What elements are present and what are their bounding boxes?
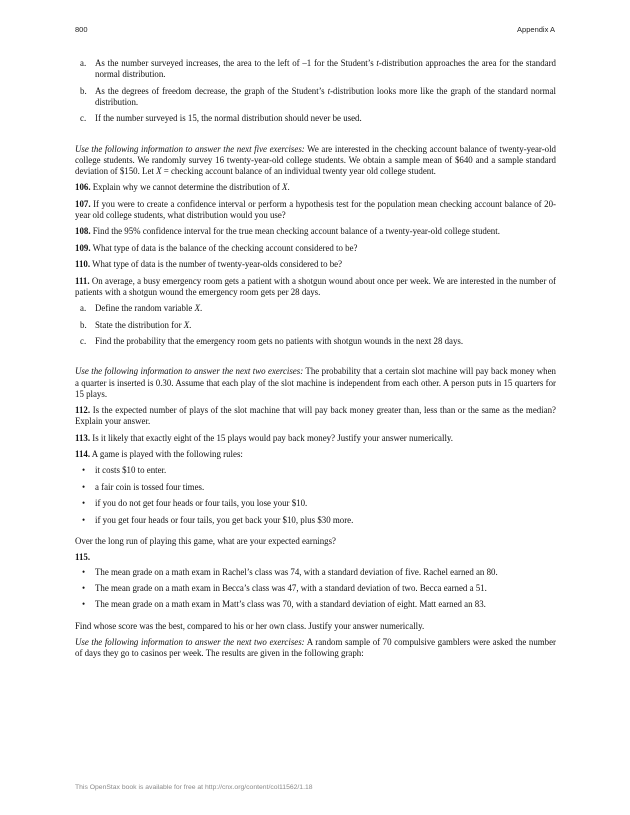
list-item: • a fair coin is tossed four times. [82,481,205,492]
footer-note: This OpenStax book is available for free at http://cnx.org/content/col11562/1.18 [75,784,313,791]
list-item: • The mean grade on a math exam in Matt’s class was 70, with a standard deviation of eight. Matt earned an 83. [82,599,486,610]
exercise-109: 109. What type of data is the balance of the checking account considered to be? [75,242,358,253]
list-item: • if you do not get four heads or four tails, you lose your $10. [82,498,308,509]
list-item: • The mean grade on a math exam in Rachel’s class was 74, with a standard deviation of five. Rachel earned an 80. [82,566,498,577]
bullet-icon: • [82,514,86,525]
exercise-111-parts [75,303,556,347]
running-header: Appendix A [517,25,555,34]
list-marker: b. [80,85,87,96]
exercise-intro: Use the following information to answer the next five exercises: We are interested in the checking account balance of twenty-year-old college students. We randomly survey 16 twenty-year-old college students. We obtain a sample mean of $640 and a sample standard deviation of $150. Let X = checking account balance of an individual twenty year old college student. [75,143,556,176]
exercise-107: 107. If you were to create a confidence interval or perform a hypothesis test for the population mean checking account balance of 20-year old college students, what distribution would you use? [75,198,556,220]
exercise-110: 110. What type of data is the number of twenty-year-olds considered to be? [75,259,343,270]
bullet-icon: • [82,481,86,492]
list-item: b. State the distribution for X. [80,319,192,330]
list-item: c. If the number surveyed is 15, the normal distribution should never be used. [80,113,362,124]
list-marker: a. [80,58,87,68]
list-marker: c. [80,113,87,124]
answer-options-list [75,58,556,124]
page-number: 800 [75,25,88,34]
exercise-115-question: Find whose score was the best, compared to his or her own class. Justify your answer numerically. [75,620,425,631]
list-item: a. As the number surveyed increases, the area to the left of –1 for the Student’s t-distribution approaches the area for the standard normal distribution. [80,58,556,80]
exercise-114-rules [75,465,556,525]
list-item: c. Find the probability that the emergency room gets no patients with shotgun wounds in the next 28 days. [80,335,464,346]
exercise-intro: Use the following information to answer the next two exercises: A random sample of 70 compulsive gamblers were asked the number of days they go to casinos per week. The results are given in the following graph: [75,637,557,659]
exercise-113: 113. Is it likely that exactly eight of the 15 plays would pay back money? Justify your answer numerically. [75,432,454,443]
exercise-114: 114. A game is played with the following rules: [75,449,243,460]
list-marker: b. [80,319,87,330]
list-item: • if you get four heads or four tails, you get back your $10, plus $30 more. [82,514,354,525]
exercise-112: 112. Is the expected number of plays of the slot machine that will pay back money greater than, less than or the same as the median? Explain your answer. [75,405,556,427]
bullet-icon: • [82,465,86,476]
exercise-108: 108. Find the 95% confidence interval for the true mean checking account balance of a twenty-year-old college student. [75,226,500,237]
exercise-115-facts [75,567,556,611]
exercise-115: 115. [75,552,91,563]
exercise-106: 106. Explain why we cannot determine the distribution of X. [75,182,290,193]
list-item: • The mean grade on a math exam in Becca’s class was 47, with a standard deviation of two. Becca earned a 51. [82,583,487,594]
list-marker: a. [80,303,87,314]
list-item: b. As the degrees of freedom decrease, the graph of the Student’s t-distribution looks more like the graph of the standard normal distribution. [80,85,556,107]
exercise-114-question: Over the long run of playing this game, what are your expected earnings? [75,536,336,547]
bullet-icon: • [82,498,86,509]
bullet-icon: • [82,566,86,577]
list-marker: c. [80,335,87,346]
list-item: a. Define the random variable X. [80,303,203,314]
page-content [75,58,556,665]
exercise-111: 111. On average, a busy emergency room gets a patient with a shotgun wound about once per week. We are interested in the number of patients with a shotgun wound the emergency room gets per 28 days. [75,275,556,297]
list-item: • it costs $10 to enter. [82,465,167,476]
bullet-icon: • [82,583,86,594]
exercise-intro: Use the following information to answer the next two exercises: The probability that a certain slot machine will pay back money when a quarter is inserted is 0.30. Assume that each play of the slot machine is independent from each other. A person puts in 15 quarters for 15 plays. [75,366,556,399]
bullet-icon: • [82,599,86,610]
